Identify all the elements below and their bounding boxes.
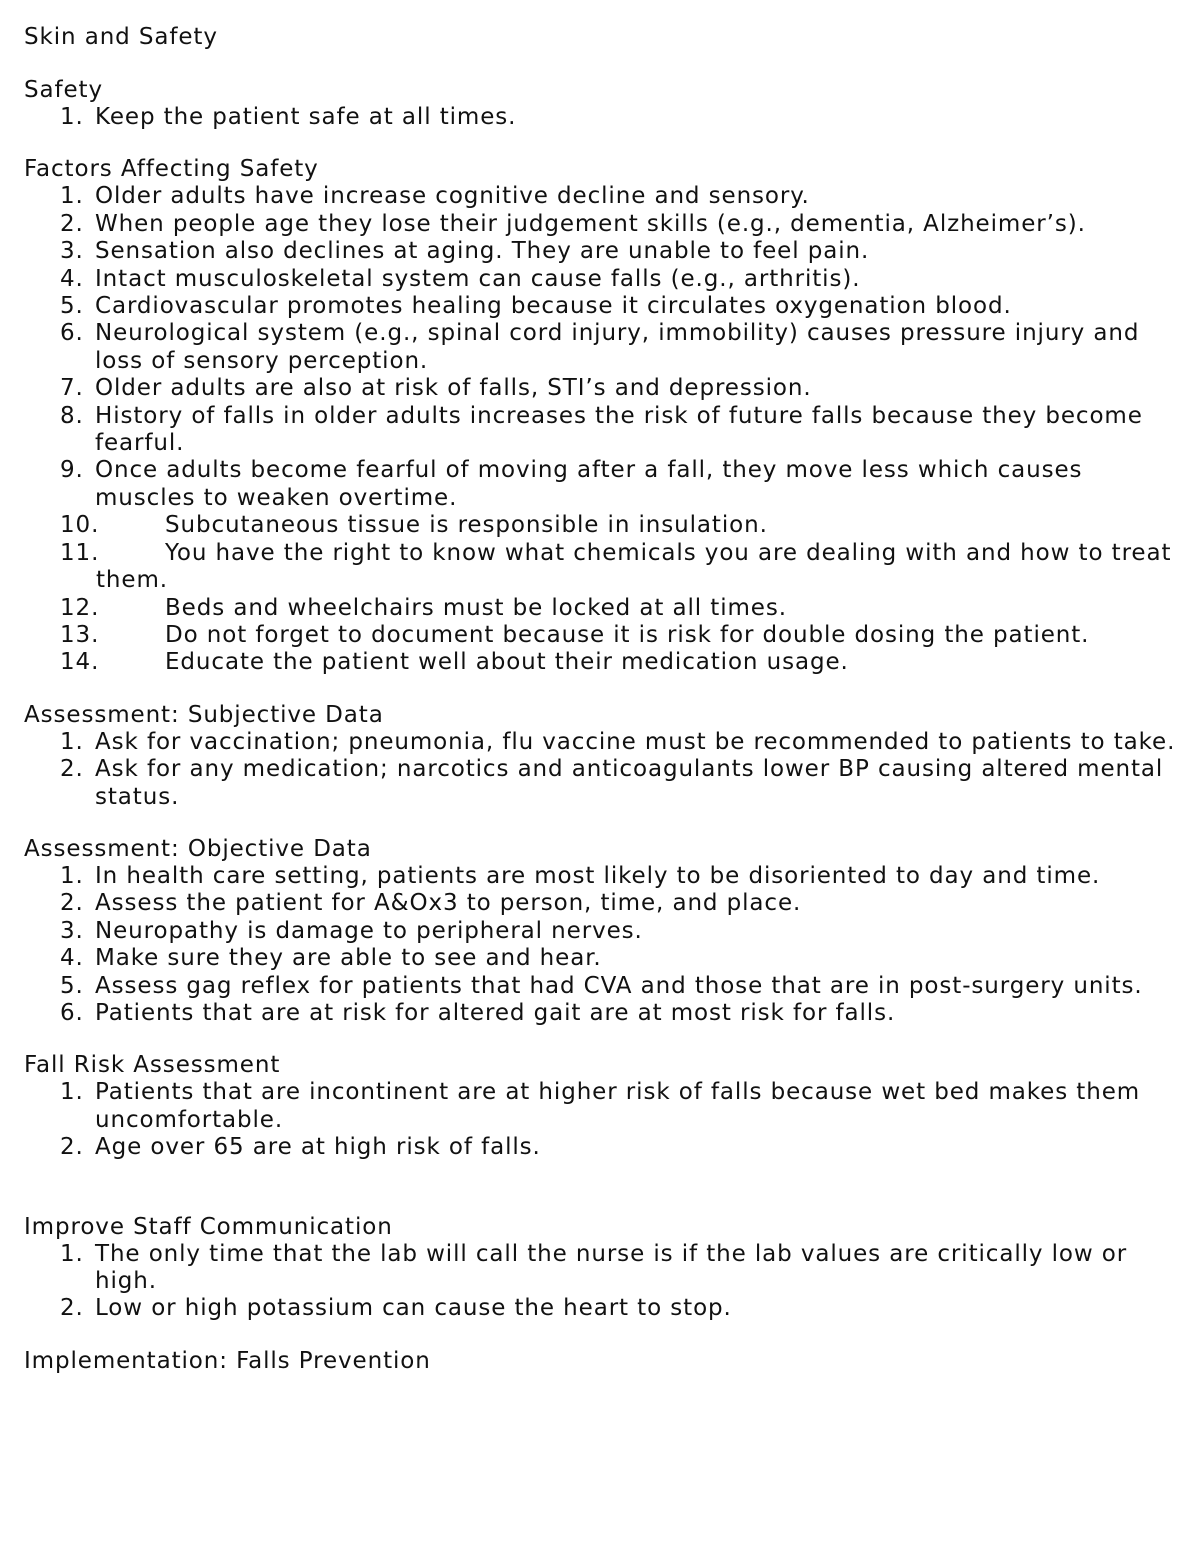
list-item [24,457,1184,512]
numbered-list [24,183,1184,676]
item-number: 3. [60,917,84,944]
section-heading: Factors Affecting Safety [24,156,319,183]
item-text: Beds and wheelchairs must be locked at all times. [165,594,787,621]
numbered-list [24,863,1184,1027]
item-number: 8. [60,402,84,429]
item-number: 4. [60,945,84,972]
item-text: Ask for vaccination; pneumonia, flu vaccine must be recommended to patients to take. [95,728,1176,755]
section-implementation-falls-prevention [24,1347,1184,1375]
item-text: Older adults have increase cognitive decline and sensory. [95,183,810,210]
item-text: Educate the patient well about their medication usage. [165,649,849,676]
section-heading: Implementation: Falls Prevention [24,1347,431,1374]
item-text: Patients that are at risk for altered gait are at most risk for falls. [95,999,896,1026]
item-text: When people age they lose their judgement skills (e.g., dementia, Alzheimer’s). [95,210,1086,237]
item-number: 7. [60,375,84,402]
item-text: Patients that are incontinent are at higher risk of falls because wet bed makes them uncomfortable. [95,1079,1141,1133]
item-number: 1. [60,1079,84,1106]
numbered-list [24,729,1184,811]
section-assessment-subjective [24,701,1184,811]
item-number: 4. [60,265,84,292]
item-text: Do not forget to document because it is risk for double dosing the patient. [165,621,1090,648]
list-item [24,320,1184,375]
section-heading: Assessment: Objective Data [24,835,372,862]
item-number: 9. [60,457,84,484]
section-improve-staff-communication [24,1213,1184,1323]
item-number: 5. [60,972,84,999]
item-number: 3. [60,238,84,265]
section-assessment-objective [24,835,1184,1027]
section-heading: Safety [24,77,103,103]
item-text: Sensation also declines at aging. They are unable to feel pain. [95,238,870,265]
item-number: 2. [60,890,84,917]
item-number: 1. [60,862,84,889]
section-factors-affecting-safety [24,155,1184,676]
item-text: Neurological system (e.g., spinal cord injury, immobility) causes pressure injury and loss of sensory perception. [95,320,1140,374]
section-heading: Fall Risk Assessment [24,1052,281,1079]
list-item [24,293,1184,320]
item-text: Older adults are also at risk of falls, STI’s and depression. [95,375,812,402]
list-item [24,183,1184,210]
item-text: You have the right to know what chemicals you are dealing with and how to treat them. [96,539,1172,594]
numbered-list [24,1079,1184,1161]
list-item [24,403,1184,458]
item-number: 1. [60,1240,84,1267]
list-item [24,1000,1184,1027]
list-item [24,238,1184,265]
item-text: Age over 65 are at high risk of falls. [95,1134,541,1161]
item-number: 6. [60,999,84,1026]
item-number: 11. [60,539,100,566]
item-number: 2. [60,210,84,237]
item-number: 1. [60,104,84,130]
list-item [24,512,1184,539]
numbered-list [24,1241,1184,1323]
document-title: Skin and Safety [24,24,218,50]
item-number: 6. [60,320,84,347]
item-number: 1. [60,183,84,210]
item-number: 5. [60,293,84,320]
item-number: 14. [60,649,100,676]
section-heading: Assessment: Subjective Data [24,701,384,728]
list-item [24,918,1184,945]
item-text: Neuropathy is damage to peripheral nerves. [95,917,643,944]
list-item [24,756,1184,811]
item-number: 2. [60,1134,84,1161]
section-safety [24,76,1184,131]
list-item [24,945,1184,972]
item-text: History of falls in older adults increases the risk of future falls because they become fearful. [95,402,1143,457]
item-number: 2. [60,756,84,783]
document-body [24,22,1184,1399]
list-item [24,1295,1184,1322]
list-item [24,622,1184,649]
item-number: 10. [60,512,100,539]
list-item [24,375,1184,402]
item-text: Keep the patient safe at all times. [95,104,517,130]
item-text: Low or high potassium can cause the heart to stop. [95,1295,732,1322]
list-item [24,1079,1184,1134]
item-text: Ask for any medication; narcotics and anticoagulants lower BP causing altered mental status. [95,756,1164,810]
item-text: Intact musculoskeletal system can cause falls (e.g., arthritis). [95,265,861,292]
list-item [24,1241,1184,1296]
list-item [24,973,1184,1000]
list-item [24,1134,1184,1161]
item-text: Once adults become fearful of moving after a fall, they move less which causes muscles to weaken overtime. [95,457,1083,511]
item-text: Subcutaneous tissue is responsible in insulation. [165,512,768,539]
list-item [24,540,1184,595]
numbered-list [24,104,1184,131]
item-text: Cardiovascular promotes healing because it circulates oxygenation blood. [95,293,1012,320]
list-item [24,266,1184,293]
list-item [24,863,1184,890]
list-item [24,890,1184,917]
item-number: 13. [60,621,100,648]
list-item [24,595,1184,622]
list-item [24,649,1184,676]
list-item [24,729,1184,756]
list-item [24,104,1184,131]
section-fall-risk-assessment [24,1051,1184,1161]
item-number: 2. [60,1295,84,1322]
item-text: Make sure they are able to see and hear. [95,945,602,972]
list-item [24,211,1184,238]
item-number: 1. [60,728,84,755]
item-number: 12. [60,594,100,621]
item-text: Assess gag reflex for patients that had CVA and those that are in post-surgery units. [95,972,1143,999]
item-text: Assess the patient for A&Ox3 to person, time, and place. [95,890,802,917]
item-text: The only time that the lab will call the nurse is if the lab values are critically low or high. [95,1240,1128,1294]
section-heading: Improve Staff Communication [24,1213,393,1240]
item-text: In health care setting, patients are most likely to be disoriented to day and time. [95,862,1101,889]
